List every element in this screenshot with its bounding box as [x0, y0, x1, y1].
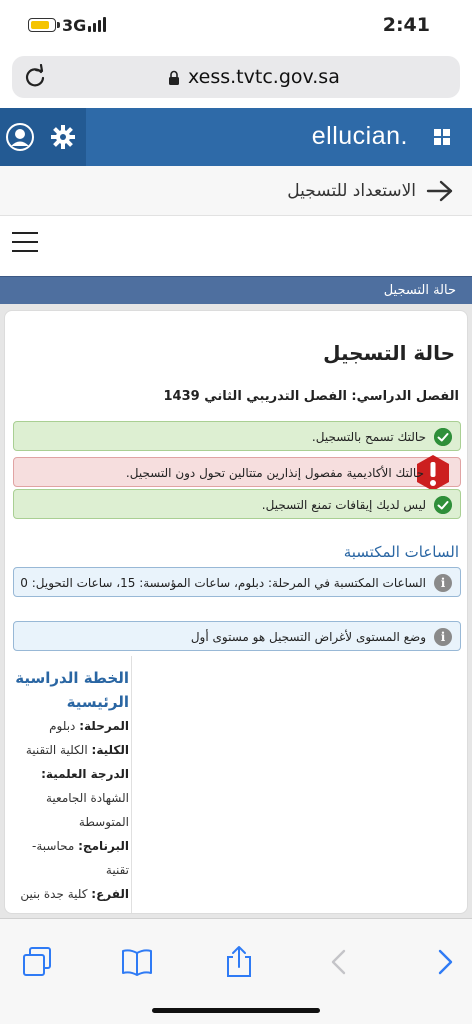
- level-info-text: وضع المستوى لأغراض التسجيل هو مستوى أول: [190, 630, 426, 644]
- status-bar: [0, 0, 472, 52]
- gear-icon: [51, 125, 75, 149]
- plan-branch: [13, 882, 129, 906]
- status-message-academic: [13, 457, 461, 487]
- plan-degree: [13, 762, 129, 786]
- check-icon: [434, 496, 452, 514]
- check-icon: [434, 428, 452, 446]
- status-message-text: حالتك الأكاديمية مفصول إنذارين متتالين تحول دون التسجيل.: [125, 466, 424, 480]
- earned-hours-info: [13, 567, 461, 597]
- plan-program-value: محاسبة-تقنية: [32, 839, 129, 877]
- plan-branch-label: الفرع:: [91, 887, 129, 901]
- earned-hours-text: الساعات المكتسبة في المرحلة: دبلوم، ساعات المؤسسة: 15، ساعات التحويل: 0: [20, 576, 426, 590]
- status-message-text: ليس لديك إيقافات تمنع التسجيل.: [261, 498, 426, 512]
- arrow-right-icon[interactable]: [426, 180, 454, 202]
- info-icon: i: [434, 574, 452, 592]
- plan-college: [13, 738, 129, 762]
- tabs-icon[interactable]: [20, 945, 54, 979]
- lock-icon: [168, 70, 180, 85]
- breadcrumb[interactable]: [0, 166, 472, 216]
- plan-program: [13, 834, 129, 882]
- page-title: حالة التسجيل: [323, 341, 455, 365]
- share-icon[interactable]: [222, 945, 256, 979]
- info-icon: i: [434, 628, 452, 646]
- term-label: الفصل الدراسي: الفصل التدريبي الثاني 1439: [163, 389, 459, 404]
- battery-icon: [28, 18, 56, 32]
- section-title: حالة التسجيل: [383, 283, 456, 298]
- status-time: 2:41: [382, 14, 430, 36]
- level-info: [13, 621, 461, 651]
- hamburger-menu-icon[interactable]: [12, 232, 38, 252]
- plan-college-value: الكلية التقنية: [25, 743, 88, 757]
- carrier-label: 3G: [62, 16, 87, 35]
- back-icon[interactable]: [322, 945, 356, 979]
- url-text-group[interactable]: [168, 66, 340, 88]
- plan-degree-value: الشهادة الجامعية المتوسطة: [46, 791, 129, 829]
- settings-button[interactable]: [40, 108, 86, 166]
- section-title-bar: [0, 276, 472, 304]
- plan-branch-value: كلية جدة بنين: [20, 887, 88, 901]
- study-plan-panel: [13, 666, 129, 906]
- signal-icon: [88, 17, 106, 32]
- home-indicator[interactable]: [152, 1008, 320, 1013]
- forward-icon[interactable]: [428, 945, 462, 979]
- plan-stage: [13, 714, 129, 738]
- battery-level: [31, 21, 49, 29]
- ellucian-logo: ellucian.: [311, 122, 408, 150]
- app-header: [0, 108, 472, 166]
- plan-program-label: البرنامج:: [78, 839, 129, 853]
- plan-stage-value: دبلوم: [49, 719, 76, 733]
- menu-area: [0, 216, 472, 272]
- study-plan-title: الخطة الدراسية الرئيسية: [15, 669, 129, 711]
- apps-grid-icon[interactable]: [434, 129, 450, 145]
- bookmarks-icon[interactable]: [120, 945, 154, 979]
- address-bar[interactable]: [12, 56, 460, 98]
- reload-icon[interactable]: [22, 64, 48, 90]
- status-message-holds: [13, 489, 461, 519]
- user-icon: [5, 122, 35, 152]
- plan-stage-label: المرحلة:: [79, 719, 129, 733]
- plan-degree-label: الدرجة العلمية:: [41, 767, 129, 781]
- url-text[interactable]: xess.tvtc.gov.sa: [188, 66, 340, 88]
- plan-college-label: الكلية:: [91, 743, 129, 757]
- status-message-allowed: [13, 421, 461, 451]
- earned-hours-heading: الساعات المكتسبة: [343, 543, 459, 561]
- status-message-text: حالتك تسمح بالتسجيل.: [311, 430, 426, 444]
- divider: [131, 656, 132, 914]
- breadcrumb-label[interactable]: الاستعداد للتسجيل: [287, 181, 416, 201]
- registration-status-card: [4, 310, 468, 914]
- user-button[interactable]: [0, 108, 40, 166]
